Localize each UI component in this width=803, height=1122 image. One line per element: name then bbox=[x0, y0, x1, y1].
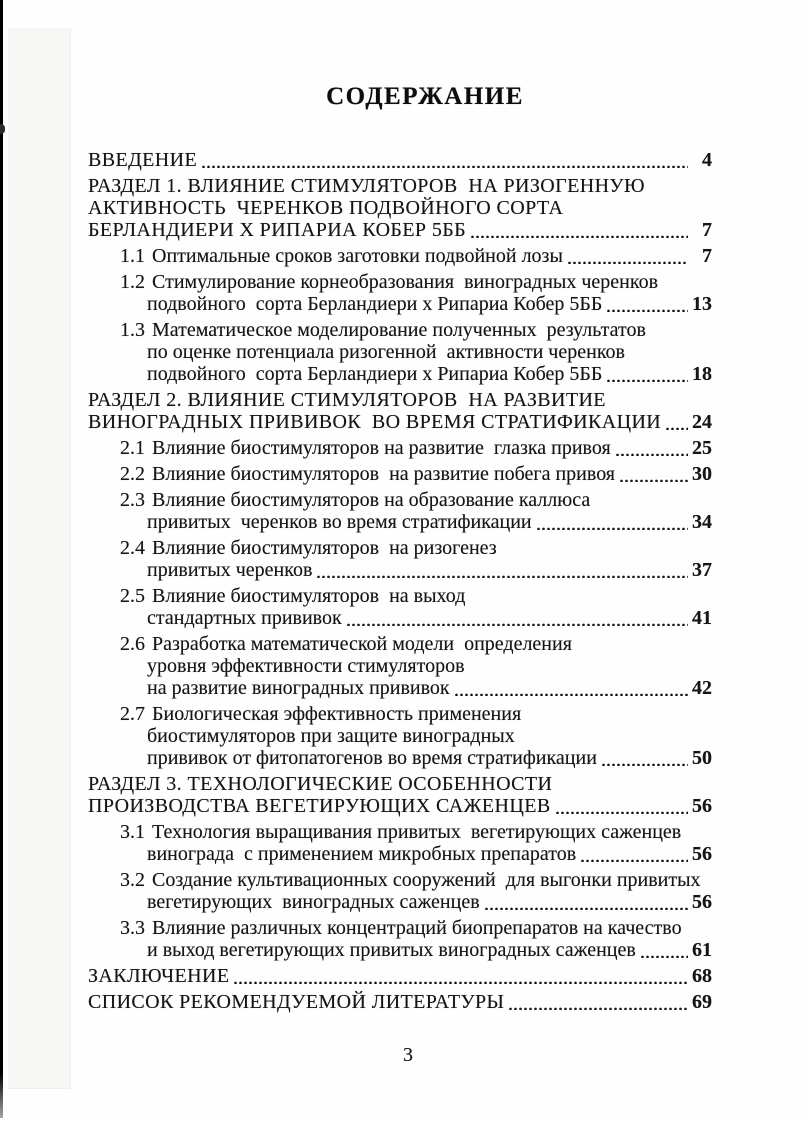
toc-entry-number: 1.2 bbox=[120, 271, 145, 293]
toc-entry-text: привитых черенков во время стратификации bbox=[147, 511, 532, 533]
toc-entry-text: подвойного сорта Берландиери х Рипариа Кобер 5ББ bbox=[147, 363, 603, 385]
toc-line bbox=[88, 773, 712, 795]
page-number: 3 bbox=[403, 1044, 413, 1066]
toc-page-number: 56 bbox=[692, 843, 712, 865]
toc-entry-text: БЕРЛАНДИЕРИ Х РИПАРИА КОБЕР 5ББ bbox=[88, 219, 467, 241]
toc-line bbox=[88, 607, 712, 629]
toc-entry-text: ВИНОГРАДНЫХ ПРИВИВОК ВО ВРЕМЯ СТРАТИФИКАЦИИ bbox=[88, 411, 662, 433]
toc-line bbox=[88, 939, 712, 961]
dot-leader bbox=[470, 234, 688, 238]
toc-entry-text: РАЗДЕЛ 1. ВЛИЯНИЕ СТИМУЛЯТОРОВ НА РИЗОГЕННУЮ bbox=[88, 175, 645, 197]
toc-entry-text: биостимуляторов при защите виноградных bbox=[147, 725, 515, 747]
scan-edge-notch bbox=[0, 124, 5, 134]
toc-line bbox=[88, 991, 712, 1013]
dot-leader bbox=[233, 980, 688, 984]
toc-page-number: 13 bbox=[692, 293, 712, 315]
toc-entry-text: Влияние биостимуляторов на ризогенез bbox=[152, 537, 497, 559]
toc-line bbox=[88, 293, 712, 315]
toc-page-number: 34 bbox=[692, 511, 712, 533]
toc-line bbox=[88, 437, 712, 459]
dot-leader bbox=[601, 762, 688, 766]
toc-entry-text: Технология выращивания привитых вегетирующих саженцев bbox=[152, 821, 682, 843]
toc-page-number: 68 bbox=[692, 965, 712, 987]
toc-content bbox=[88, 0, 712, 1013]
toc-page-number: 69 bbox=[692, 991, 712, 1013]
dot-leader bbox=[606, 378, 688, 382]
toc-page-number: 56 bbox=[692, 891, 712, 913]
dot-leader bbox=[567, 260, 688, 264]
toc-line bbox=[88, 891, 712, 913]
toc-line bbox=[88, 795, 712, 817]
toc-entry-text: ЗАКЛЮЧЕНИЕ bbox=[88, 965, 230, 987]
dot-leader bbox=[665, 426, 688, 430]
scan-edge-shadow bbox=[8, 28, 71, 1089]
toc-line bbox=[88, 869, 712, 891]
dot-leader bbox=[484, 906, 688, 910]
toc-line bbox=[88, 149, 712, 171]
toc-entry-text: РАЗДЕЛ 3. ТЕХНОЛОГИЧЕСКИЕ ОСОБЕННОСТИ bbox=[88, 773, 553, 795]
toc-page-number: 7 bbox=[702, 219, 712, 241]
toc-entry-text: стандартных прививок bbox=[147, 607, 342, 629]
toc-entry-number: 1.1 bbox=[120, 245, 145, 267]
toc-entry-number: 2.5 bbox=[120, 585, 145, 607]
toc-entry-text: вегетирующих виноградных саженцев bbox=[147, 891, 480, 913]
toc-page-number: 25 bbox=[692, 437, 712, 459]
dot-leader bbox=[640, 954, 688, 958]
toc-line bbox=[88, 843, 712, 865]
toc-entry-number: 3.2 bbox=[120, 869, 145, 891]
toc-entry-text: Математическое моделирование полученных результатов bbox=[152, 319, 646, 341]
toc-entry-text: по оценке потенциала ризогенной активности черенков bbox=[147, 341, 625, 363]
toc-line bbox=[88, 965, 712, 987]
toc-entry-number: 2.7 bbox=[120, 703, 145, 725]
dot-leader bbox=[606, 308, 688, 312]
dot-leader bbox=[346, 622, 688, 626]
toc-page-number: 18 bbox=[692, 363, 712, 385]
toc-entry-text: Создание культивационных сооружений для выгонки привитых bbox=[152, 869, 701, 891]
toc-entry-text: и выход вегетирующих привитых виноградных саженцев bbox=[147, 939, 636, 961]
toc-line bbox=[88, 271, 712, 293]
toc-entry-number: 1.3 bbox=[120, 319, 145, 341]
toc-entry-text: прививок от фитопатогенов во время стратификации bbox=[147, 747, 597, 769]
toc-line bbox=[88, 463, 712, 485]
dot-leader bbox=[508, 1006, 688, 1010]
toc-entry-text: уровня эффективности стимуляторов bbox=[147, 655, 465, 677]
dot-leader bbox=[615, 452, 688, 456]
toc-line bbox=[88, 821, 712, 843]
toc-entry-number: 2.1 bbox=[120, 437, 145, 459]
toc-line bbox=[88, 747, 712, 769]
dot-leader bbox=[619, 478, 688, 482]
toc-line bbox=[88, 363, 712, 385]
toc-page-number: 56 bbox=[692, 795, 712, 817]
toc-entry-text: Оптимальные сроков заготовки подвойной лозы bbox=[152, 245, 563, 267]
toc-line bbox=[88, 559, 712, 581]
toc-line bbox=[88, 319, 712, 341]
toc-line bbox=[88, 633, 712, 655]
toc-entry-number: 2.2 bbox=[120, 463, 145, 485]
toc-page-number: 24 bbox=[692, 411, 712, 433]
toc-entry-text: на развитие виноградных прививок bbox=[147, 677, 450, 699]
toc-page-number: 50 bbox=[692, 747, 712, 769]
toc-line bbox=[88, 655, 712, 677]
toc-line bbox=[88, 917, 712, 939]
toc-entry-text: подвойного сорта Берландиери х Рипариа Кобер 5ББ bbox=[147, 293, 603, 315]
toc-entry-text: Биологическая эффективность применения bbox=[152, 703, 522, 725]
toc-entry-text: Разработка математической модели определения bbox=[152, 633, 572, 655]
toc-line bbox=[88, 585, 712, 607]
toc-entry-number: 2.3 bbox=[120, 489, 145, 511]
toc-entry-number: 2.6 bbox=[120, 633, 145, 655]
dot-leader bbox=[580, 858, 688, 862]
toc-page-number: 30 bbox=[692, 463, 712, 485]
toc-entry-text: Влияние биостимуляторов на образование каллюса bbox=[152, 489, 591, 511]
toc-line bbox=[88, 703, 712, 725]
dot-leader bbox=[316, 574, 688, 578]
toc-entry-text: Стимулирование корнеобразования виноградных черенков bbox=[152, 271, 659, 293]
toc-line bbox=[88, 489, 712, 511]
table-of-contents bbox=[88, 149, 712, 1013]
toc-page-number: 37 bbox=[692, 559, 712, 581]
toc-line bbox=[88, 511, 712, 533]
toc-entry-number: 3.1 bbox=[120, 821, 145, 843]
toc-page-number: 4 bbox=[702, 149, 712, 171]
toc-page-number: 42 bbox=[692, 677, 712, 699]
toc-entry-text: винограда с применением микробных препаратов bbox=[147, 843, 577, 865]
toc-entry-text: Влияние биостимуляторов на развитие глазка привоя bbox=[152, 437, 611, 459]
dot-leader bbox=[454, 692, 688, 696]
toc-page-number: 41 bbox=[692, 607, 712, 629]
dot-leader bbox=[201, 164, 688, 168]
toc-line bbox=[88, 389, 712, 411]
toc-line bbox=[88, 537, 712, 559]
toc-line bbox=[88, 175, 712, 197]
toc-line bbox=[88, 725, 712, 747]
toc-line bbox=[88, 411, 712, 433]
toc-entry-text: СПИСОК РЕКОМЕНДУЕМОЙ ЛИТЕРАТУРЫ bbox=[88, 991, 505, 1013]
toc-entry-text: привитых черенков bbox=[147, 559, 313, 581]
toc-page-number: 61 bbox=[692, 939, 712, 961]
dot-leader bbox=[536, 526, 688, 530]
toc-line bbox=[88, 677, 712, 699]
scan-edge-line bbox=[0, 0, 3, 1118]
toc-entry-number: 3.3 bbox=[120, 917, 145, 939]
toc-entry-text: ПРОИЗВОДСТВА ВЕГЕТИРУЮЩИХ САЖЕНЦЕВ bbox=[88, 795, 551, 817]
toc-entry-text: РАЗДЕЛ 2. ВЛИЯНИЕ СТИМУЛЯТОРОВ НА РАЗВИТИЕ bbox=[88, 389, 606, 411]
toc-entry-text: Влияние биостимуляторов на развитие побега привоя bbox=[152, 463, 616, 485]
dot-leader bbox=[555, 810, 688, 814]
toc-entry-text: ВВЕДЕНИЕ bbox=[88, 149, 198, 171]
toc-entry-text: Влияние различных концентраций биопрепаратов на качество bbox=[152, 917, 682, 939]
toc-line bbox=[88, 197, 712, 219]
toc-entry-text: АКТИВНОСТЬ ЧЕРЕНКОВ ПОДВОЙНОГО СОРТА bbox=[88, 197, 564, 219]
toc-entry-text: Влияние биостимуляторов на выход bbox=[152, 585, 466, 607]
toc-entry-number: 2.4 bbox=[120, 537, 145, 559]
toc-line bbox=[88, 245, 712, 267]
page-title: СОДЕРЖАНИЕ bbox=[326, 83, 524, 110]
toc-line bbox=[88, 219, 712, 241]
toc-line bbox=[88, 341, 712, 363]
toc-page-number: 7 bbox=[702, 245, 712, 267]
